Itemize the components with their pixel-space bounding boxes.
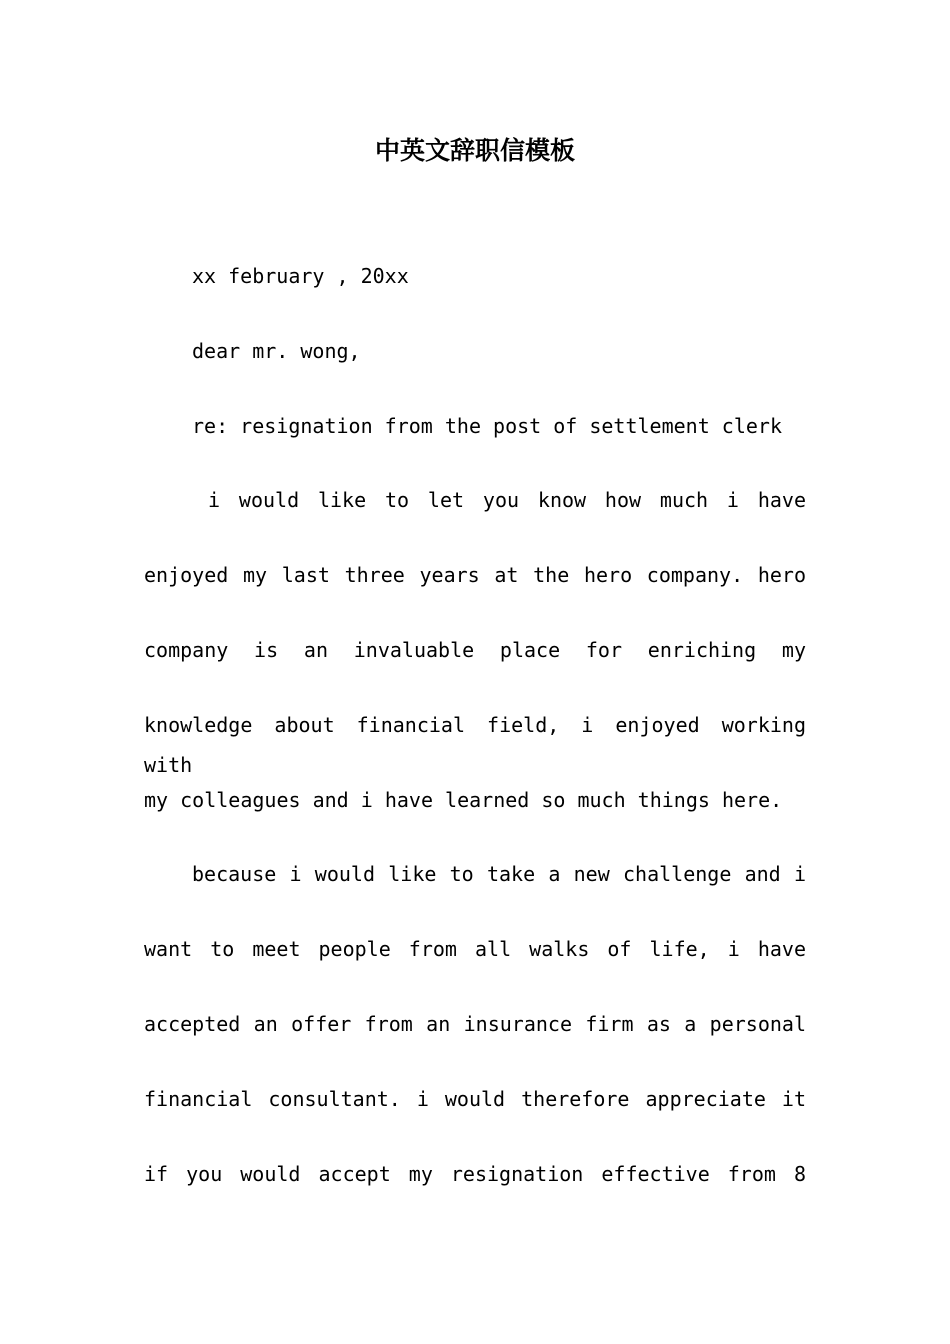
paragraph-line: financial consultant. i would therefore appreciate it [144,1086,806,1111]
salutation-line: dear mr. wong, [192,338,361,363]
paragraph-line: enjoyed my last three years at the hero company. hero [144,563,806,588]
paragraph-line: i would like to let you know how much i have [208,488,806,513]
paragraph-line: company is an invaluable place for enriching my [144,637,806,662]
subject-line: re: resignation from the post of settlement clerk [192,413,783,438]
paragraph-line: knowledge about financial field, i enjoyed working with [144,712,806,777]
paragraph-line: because i would like to take a new challenge and i [192,862,806,887]
paragraph-line: accepted an offer from an insurance firm as a personal [144,1011,806,1036]
paragraph-line: want to meet people from all walks of life, i have [144,937,806,962]
paragraph-line: if you would accept my resignation effective from 8 [144,1161,806,1186]
date-line: xx february , 20xx [192,264,409,288]
document-title: 中英文辞职信模板 [374,136,575,165]
paragraph-line: my colleagues and i have learned so much things here. [144,787,783,812]
document-body [144,256,806,1228]
